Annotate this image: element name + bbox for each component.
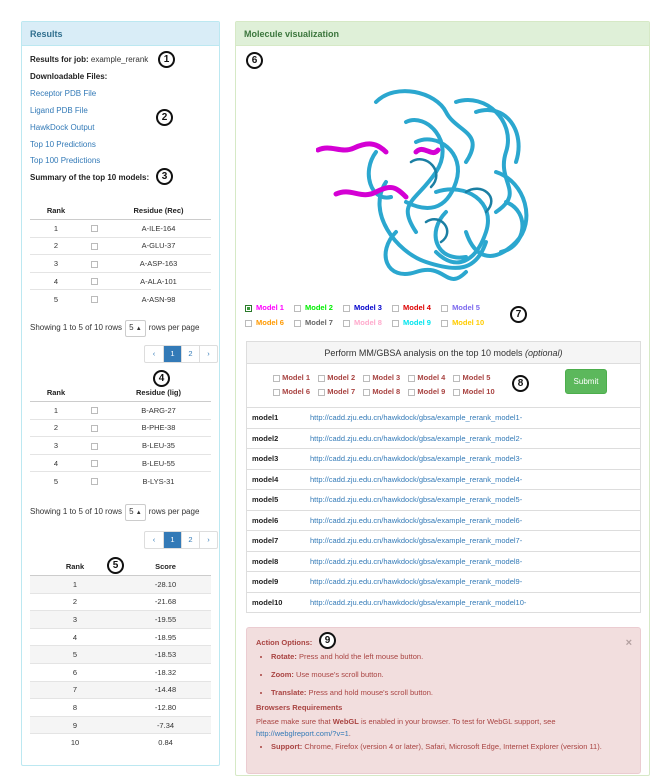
gbsa-model10-link[interactable]: http://cadd.zju.edu.cn/hawkdock/gbsa/example_rerank_model10- (310, 597, 527, 607)
gbsa-model1-link[interactable]: http://cadd.zju.edu.cn/hawkdock/gbsa/example_rerank_model1- (310, 413, 523, 422)
model-3-toggle[interactable]: Model 3 (343, 303, 382, 312)
row-checkbox[interactable] (91, 425, 98, 432)
table-row: 3 -19.55 (30, 611, 211, 629)
visualization-header: Molecule visualization (236, 22, 649, 46)
list-item: • Support: Chrome, Firefox (version 4 or later), Safari, Microsoft Edge, Internet Explorer (version 11). (271, 740, 602, 754)
alert-close-icon[interactable]: × (625, 637, 632, 649)
model-legend-row-2 (245, 318, 484, 327)
list-item: • Rotate: Press and hold the left mouse button. (271, 650, 433, 668)
col-check (82, 202, 106, 220)
gbsa-model-6-checkbox[interactable] (273, 389, 280, 396)
list-item: • Translate: Press and hold mouse's scroll button. (271, 686, 433, 704)
annotation-badge-4: 4 (153, 370, 170, 387)
results-panel (21, 21, 220, 766)
gbsa-link-row: model2 http://cadd.zju.edu.cn/hawkdock/gbsa/example_rerank_model2- (247, 428, 640, 449)
col-score: Score (120, 558, 211, 576)
pager-prev[interactable]: ‹ (152, 349, 156, 358)
gbsa-submit-button[interactable]: Submit (565, 369, 607, 394)
gbsa-model4-link[interactable]: http://cadd.zju.edu.cn/hawkdock/gbsa/example_rerank_model4- (310, 474, 523, 484)
list-item: • Zoom: Use mouse's scroll button. (271, 668, 433, 686)
model-7-toggle[interactable]: Model 7 (294, 318, 333, 327)
model-4-toggle[interactable]: Model 4 (392, 303, 431, 312)
model-8-toggle[interactable]: Model 8 (343, 318, 382, 327)
score-table (30, 558, 211, 752)
gbsa-model-row-1: Model 1 Model 2 Model 3 Model 4 Model 5 (273, 373, 490, 382)
row-checkbox[interactable] (91, 243, 98, 250)
table-row: 2 -21.68 (30, 593, 211, 611)
row-checkbox[interactable] (91, 296, 98, 303)
pager-prev[interactable]: ‹ (152, 535, 156, 544)
row-checkbox[interactable] (91, 407, 98, 414)
pager-next[interactable]: › (199, 346, 217, 362)
gbsa-model-2-checkbox[interactable] (318, 375, 325, 382)
table-row: 5 A-ASN-98 (30, 290, 211, 308)
model-10-toggle[interactable]: Model 10 (441, 318, 484, 327)
support-list (271, 740, 602, 754)
gbsa-link-row: model9 http://cadd.zju.edu.cn/hawkdock/gbsa/example_rerank_model9- (247, 571, 640, 592)
gbsa-model-9-checkbox[interactable] (408, 389, 415, 396)
gbsa-link-row: model3 http://cadd.zju.edu.cn/hawkdock/gbsa/example_rerank_model3- (247, 448, 640, 469)
model-1-toggle[interactable]: Model 1 (245, 303, 284, 312)
gbsa-model-row-2: Model 6 Model 7 Model 8 Model 9 Model 10 (273, 387, 495, 396)
summary-label: Summary of the top 10 models: (30, 173, 150, 182)
gbsa-model-4-checkbox[interactable] (408, 375, 415, 382)
lig-pagination-info: Showing 1 to 5 of 10 rows 5 ▲ rows per page (30, 504, 199, 521)
gbsa-link-row: model7 http://cadd.zju.edu.cn/hawkdock/gbsa/example_rerank_model7- (247, 530, 640, 551)
table-row: 5 -18.53 (30, 646, 211, 664)
gbsa-model7-link[interactable]: http://cadd.zju.edu.cn/hawkdock/gbsa/example_rerank_model7- (310, 536, 523, 545)
col-rank: Rank (30, 202, 82, 220)
row-checkbox[interactable] (91, 443, 98, 450)
gbsa-model-3-checkbox[interactable] (363, 375, 370, 382)
table-row: 6 -18.32 (30, 664, 211, 682)
gbsa-link-row: model8 http://cadd.zju.edu.cn/hawkdock/gbsa/example_rerank_model8- (247, 551, 640, 572)
job-name: example_rerank (90, 55, 149, 64)
browser-requirements-text: Please make sure that WebGL is enabled in your browser. To test for WebGL support, see (256, 717, 556, 726)
model-6-toggle[interactable]: Model 6 (245, 318, 284, 327)
table-row: 7 -14.48 (30, 681, 211, 699)
gbsa-link-row: model5 http://cadd.zju.edu.cn/hawkdock/gbsa/example_rerank_model5- (247, 489, 640, 510)
row-checkbox[interactable] (91, 261, 98, 268)
gbsa-link-row: model1 http://cadd.zju.edu.cn/hawkdock/gbsa/example_rerank_model1- (247, 407, 640, 428)
gbsa-model6-link[interactable]: http://cadd.zju.edu.cn/hawkdock/gbsa/example_rerank_model6- (310, 515, 523, 525)
table-row: 1 A-ILE-164 (30, 220, 211, 238)
table-row: 4 -18.95 (30, 628, 211, 646)
top10-predictions-link[interactable]: Top 10 Predictions (30, 140, 96, 149)
rec-pagination-info: Showing 1 to 5 of 10 rows 5 ▲ rows per page (30, 320, 199, 337)
annotation-badge-3: 3 (156, 168, 173, 185)
rows-per-page-select[interactable]: 5 ▲ (125, 504, 146, 521)
row-checkbox[interactable] (91, 278, 98, 285)
gbsa-model8-link[interactable]: http://cadd.zju.edu.cn/hawkdock/gbsa/example_rerank_model8- (310, 556, 523, 566)
gbsa-model-8-checkbox[interactable] (363, 389, 370, 396)
col-check (82, 384, 106, 402)
action-options-list (271, 650, 433, 704)
action-options-title: Action Options: (256, 638, 313, 647)
table-row: 4 B-LEU-55 (30, 454, 211, 472)
gbsa-model-5-checkbox[interactable] (453, 375, 460, 382)
webgl-report-line: http://webglreport.com/?v=1. (256, 729, 351, 738)
annotation-badge-1: 1 (158, 51, 175, 68)
table-row: 9 -7.34 (30, 716, 211, 734)
hawkdock-output-link[interactable]: HawkDock Output (30, 123, 95, 132)
lig-pager (144, 531, 218, 549)
molecule-viewer[interactable] (316, 72, 576, 302)
gbsa-model-10-checkbox[interactable] (453, 389, 460, 396)
pager-next[interactable]: › (199, 532, 217, 548)
table-row: 5 B-LYS-31 (30, 472, 211, 490)
job-label: Results for job: (30, 55, 89, 64)
gbsa-model-7-checkbox[interactable] (318, 389, 325, 396)
protein-cartoon (369, 91, 527, 279)
pager-page-1[interactable]: 1 (163, 532, 181, 548)
row-checkbox[interactable] (91, 478, 98, 485)
annotation-badge-2: 2 (156, 109, 173, 126)
table-row: 3 A-ASP-163 (30, 255, 211, 273)
table-row: 2 B-PHE-38 (30, 419, 211, 437)
model-legend-row-1 (245, 303, 480, 312)
model-2-toggle[interactable]: Model 2 (294, 303, 333, 312)
gbsa-link-row: model6 http://cadd.zju.edu.cn/hawkdock/gbsa/example_rerank_model6- (247, 510, 640, 531)
receptor-pdb-link[interactable]: Receptor PDB File (30, 89, 97, 98)
gbsa-model5-link[interactable]: http://cadd.zju.edu.cn/hawkdock/gbsa/example_rerank_model5- (310, 495, 523, 504)
table-row: 1 -28.10 (30, 576, 211, 594)
table-row: 1 B-ARG-27 (30, 402, 211, 420)
row-checkbox[interactable] (91, 225, 98, 232)
gbsa-panel (246, 341, 641, 613)
gbsa-title: Perform MM/GBSA analysis on the top 10 models (optional) (247, 342, 640, 364)
model-5-toggle[interactable]: Model 5 (441, 303, 480, 312)
visualization-panel (235, 21, 650, 776)
annotation-badge-9: 9 (319, 632, 336, 649)
model-1-checkbox[interactable] (245, 305, 252, 312)
top100-predictions-link[interactable]: Top 100 Predictions (30, 156, 101, 165)
col-residue-lig: Residue (lig) (106, 384, 211, 402)
table-row: 3 B-LEU-35 (30, 437, 211, 455)
gbsa-model2-link[interactable]: http://cadd.zju.edu.cn/hawkdock/gbsa/example_rerank_model2- (310, 433, 523, 443)
col-rank: Rank (30, 558, 120, 576)
downloadable-label: Downloadable Files: (30, 72, 108, 81)
pager-page-2[interactable]: 2 (181, 532, 199, 548)
table-row: 8 -12.80 (30, 699, 211, 717)
col-rank: Rank (30, 384, 82, 402)
ligand-residue-table (30, 384, 211, 490)
rows-per-page-select[interactable]: 5 ▲ (125, 320, 146, 337)
row-checkbox[interactable] (91, 460, 98, 467)
gbsa-link-row: model4 http://cadd.zju.edu.cn/hawkdock/gbsa/example_rerank_model4- (247, 469, 640, 490)
annotation-badge-5: 5 (107, 557, 124, 574)
table-row: 2 A-GLU-37 (30, 237, 211, 255)
pager-page-1[interactable]: 1 (163, 346, 181, 362)
model-9-toggle[interactable]: Model 9 (392, 318, 431, 327)
browser-requirements-title: Browsers Requirements (256, 703, 343, 712)
annotation-badge-6: 6 (246, 52, 263, 69)
receptor-residue-table (30, 202, 211, 308)
help-alert (246, 627, 641, 774)
rec-pager (144, 345, 218, 363)
gbsa-model3-link[interactable]: http://cadd.zju.edu.cn/hawkdock/gbsa/example_rerank_model3- (310, 454, 523, 463)
results-header: Results (22, 22, 219, 46)
ligand-pdb-link[interactable]: Ligand PDB File (30, 106, 88, 115)
pager-page-2[interactable]: 2 (181, 346, 199, 362)
webgl-report-link[interactable]: http://webglreport.com/?v=1 (256, 729, 349, 738)
job-line (30, 55, 148, 64)
col-residue-rec: Residue (Rec) (106, 202, 211, 220)
gbsa-model9-link[interactable]: http://cadd.zju.edu.cn/hawkdock/gbsa/example_rerank_model9- (310, 577, 523, 586)
gbsa-link-row: model10 http://cadd.zju.edu.cn/hawkdock/gbsa/example_rerank_model10- (247, 592, 640, 613)
gbsa-model-1-checkbox[interactable] (273, 375, 280, 382)
table-row: 4 A-ALA-101 (30, 272, 211, 290)
annotation-badge-7: 7 (510, 306, 527, 323)
table-row: 10 0.84 (30, 734, 211, 752)
annotation-badge-8: 8 (512, 375, 529, 392)
